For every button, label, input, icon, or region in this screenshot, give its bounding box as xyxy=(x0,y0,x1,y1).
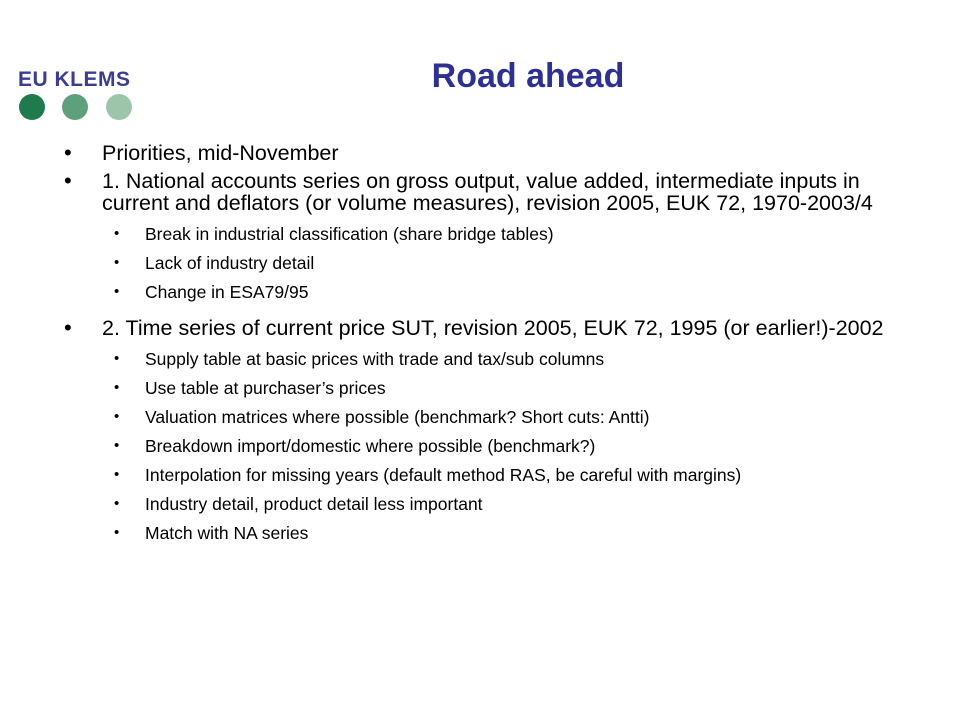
sub-bullet-icon: • xyxy=(114,408,120,425)
sub-bullet-item xyxy=(0,437,960,455)
sub-bullet-icon: • xyxy=(114,225,120,242)
bullet-item xyxy=(0,170,960,214)
sub-bullet-icon: • xyxy=(114,495,120,512)
bullet-icon: • xyxy=(64,315,72,340)
bullet-text: 2. Time series of current price SUT, revision 2005, EUK 72, 1995 (or earlier!)-2002 xyxy=(102,316,884,340)
sub-bullet-item xyxy=(0,379,960,397)
sub-bullet-icon: • xyxy=(114,254,120,271)
sub-bullet-text: Change in ESA79/95 xyxy=(145,282,309,302)
sub-bullet-icon: • xyxy=(114,437,120,454)
bullet-text: Priorities, mid-November xyxy=(102,141,339,165)
logo-circle-light xyxy=(106,94,132,120)
sub-bullet-item xyxy=(0,524,960,542)
sub-bullet-text: Supply table at basic prices with trade and tax/sub columns xyxy=(145,349,605,369)
sub-bullet-item xyxy=(0,408,960,426)
sub-bullet-item xyxy=(0,254,960,272)
bullet-list xyxy=(0,142,960,553)
bullet-icon: • xyxy=(64,168,72,193)
sub-bullet-icon: • xyxy=(114,350,120,367)
sub-bullet-item xyxy=(0,283,960,301)
sub-bullet-item xyxy=(0,466,960,484)
sub-bullet-item xyxy=(0,225,960,243)
slide-title: Road ahead xyxy=(431,57,625,95)
sub-bullet-text: Interpolation for missing years (default method RAS, be careful with margins) xyxy=(145,465,742,485)
sub-bullet-item xyxy=(0,350,960,368)
sub-bullet-icon: • xyxy=(114,466,120,483)
bullet-item xyxy=(0,317,960,339)
logo-circle-medium xyxy=(62,94,88,120)
bullet-icon: • xyxy=(64,140,72,165)
logo-circle-dark xyxy=(19,94,45,120)
sub-bullet-text: Breakdown import/domestic where possible (benchmark?) xyxy=(145,436,596,456)
bullet-text: 1. National accounts series on gross output, value added, intermediate inputs in current and deflators (or volume measures), revision 2005, EUK 72, 1970-2003/4 xyxy=(102,169,873,215)
logo-text: EU KLEMS xyxy=(18,68,131,91)
sub-bullet-text: Match with NA series xyxy=(145,523,309,543)
logo-circles xyxy=(18,94,138,120)
sub-bullet-text: Break in industrial classification (share bridge tables) xyxy=(145,224,554,244)
sub-bullet-icon: • xyxy=(114,283,120,300)
sub-bullet-icon: • xyxy=(114,524,120,541)
sub-bullet-item xyxy=(0,495,960,513)
sub-bullet-text: Use table at purchaser’s prices xyxy=(145,378,386,398)
sub-bullet-text: Lack of industry detail xyxy=(145,253,315,273)
sub-bullet-text: Valuation matrices where possible (benchmark? Short cuts: Antti) xyxy=(145,407,650,427)
sub-bullet-text: Industry detail, product detail less important xyxy=(145,494,483,514)
sub-bullet-icon: • xyxy=(114,379,120,396)
bullet-item xyxy=(0,142,960,164)
